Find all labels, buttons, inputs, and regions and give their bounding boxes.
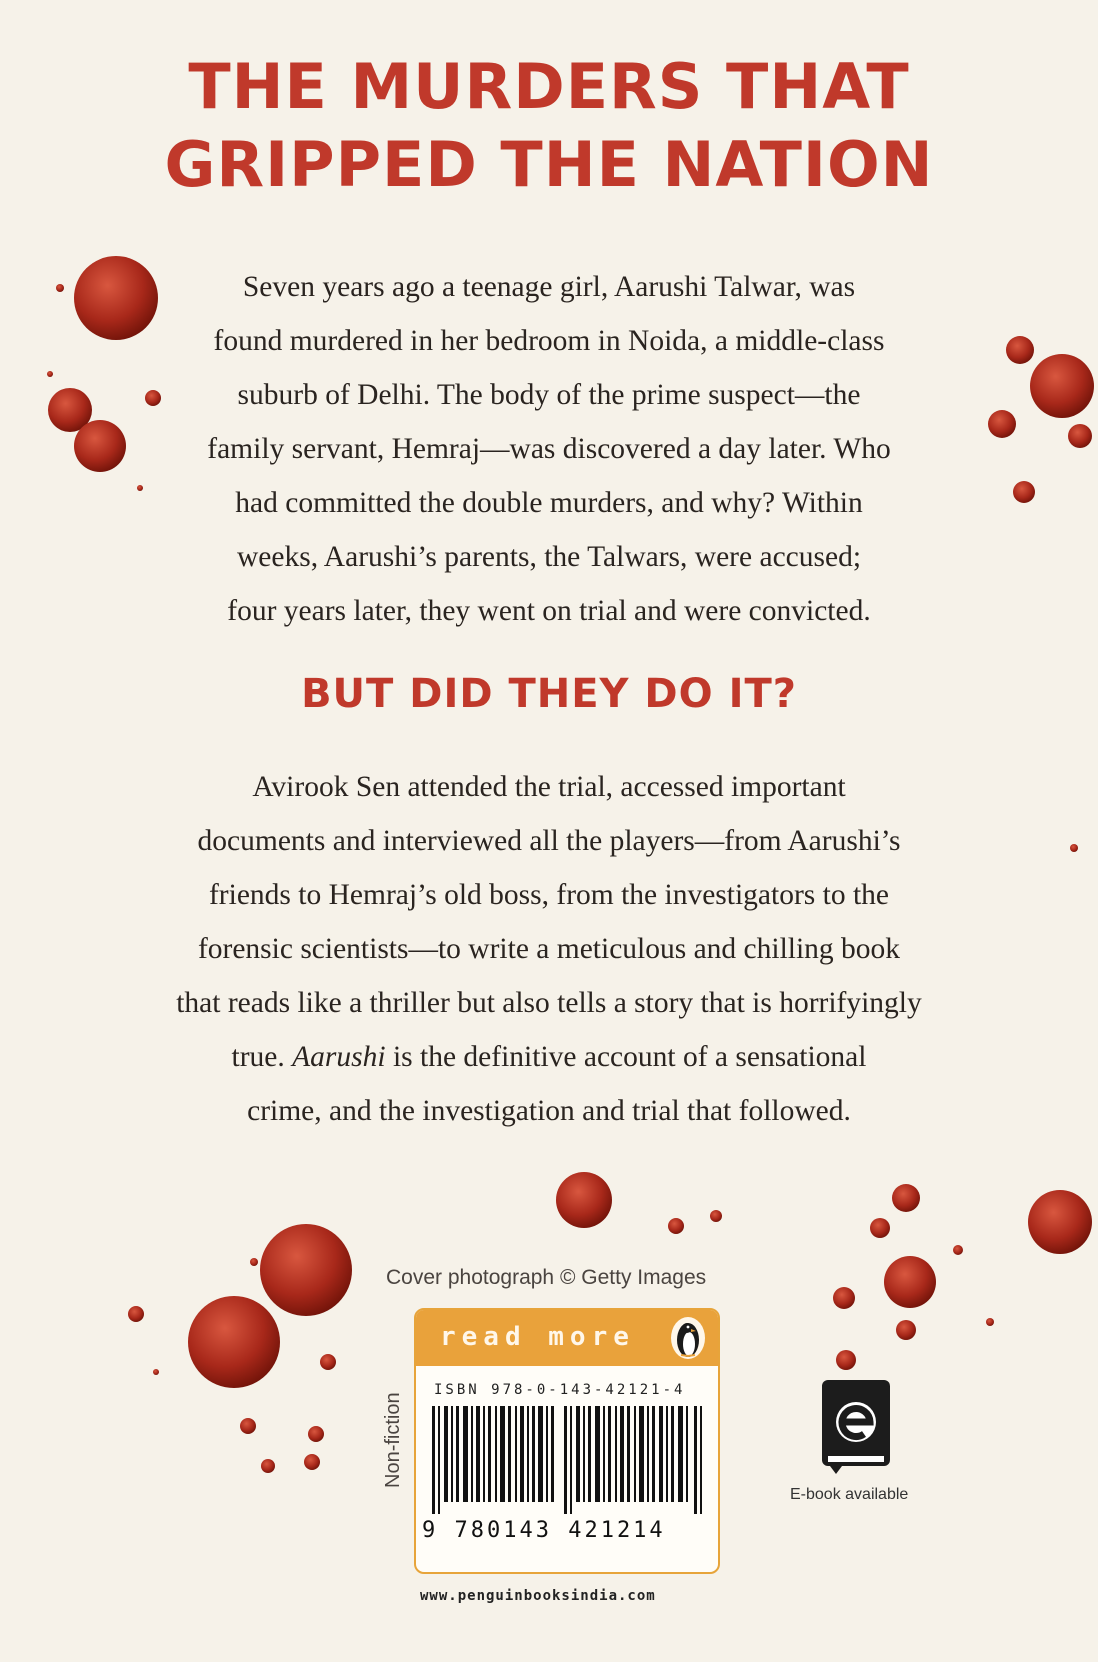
photo-credit-text: Cover photograph © Getty Images <box>386 1266 707 1289</box>
synopsis-line: friends to Hemraj’s old boss, from the investigators to the <box>208 879 890 911</box>
barcode-icon <box>430 1406 706 1514</box>
read-more-banner <box>416 1310 718 1366</box>
line-end: is the definitive account of a sensational <box>385 1041 867 1073</box>
headline-line-1: THE MURDERS THAT <box>188 50 910 123</box>
headline <box>0 48 1098 204</box>
synopsis-paragraph-2 <box>100 760 998 1138</box>
synopsis-line: crime, and the investigation and trial that followed. <box>247 1095 851 1127</box>
headline-line-2: GRIPPED THE NATION <box>164 128 934 201</box>
ebook-available-label: E-book available <box>790 1486 909 1503</box>
subheadline: BUT DID THEY DO IT? <box>301 671 797 717</box>
line-start: true. <box>231 1041 293 1073</box>
synopsis-line: weeks, Aarushi’s parents, the Talwars, were accused; <box>236 541 862 573</box>
synopsis-line: suburb of Delhi. The body of the prime suspect—the <box>237 379 861 411</box>
isbn-text: ISBN 978-0-143-42121-4 <box>434 1382 686 1398</box>
publisher-website: www.penguinbooksindia.com <box>420 1588 656 1604</box>
genre-label: Non-fiction <box>382 1392 404 1488</box>
synopsis-line: that reads like a thriller but also tells a story that is horrifyingly <box>176 987 922 1019</box>
synopsis-line: Seven years ago a teenage girl, Aarushi Talwar, was <box>242 271 856 303</box>
ebook-icon <box>820 1378 892 1476</box>
read-more-label: read more <box>440 1322 635 1352</box>
barcode-panel <box>414 1308 720 1574</box>
synopsis-line: had committed the double murders, and why? Within <box>235 487 863 519</box>
synopsis-line <box>100 1030 998 1084</box>
synopsis-paragraph-1 <box>100 260 998 638</box>
book-title-italic: Aarushi <box>292 1041 386 1073</box>
synopsis-line: Avirook Sen attended the trial, accessed important <box>252 771 846 803</box>
barcode-number: 9 780143 421214 <box>422 1518 666 1543</box>
penguin-logo-icon <box>668 1316 708 1360</box>
synopsis-line: family servant, Hemraj—was discovered a day later. Who <box>207 433 891 465</box>
synopsis-line: found murdered in her bedroom in Noida, a middle-class <box>213 325 885 357</box>
synopsis-line: documents and interviewed all the players—from Aarushi’s <box>197 825 901 857</box>
synopsis-line: four years later, they went on trial and were convicted. <box>227 595 871 627</box>
synopsis-line: forensic scientists—to write a meticulous and chilling book <box>197 933 901 965</box>
